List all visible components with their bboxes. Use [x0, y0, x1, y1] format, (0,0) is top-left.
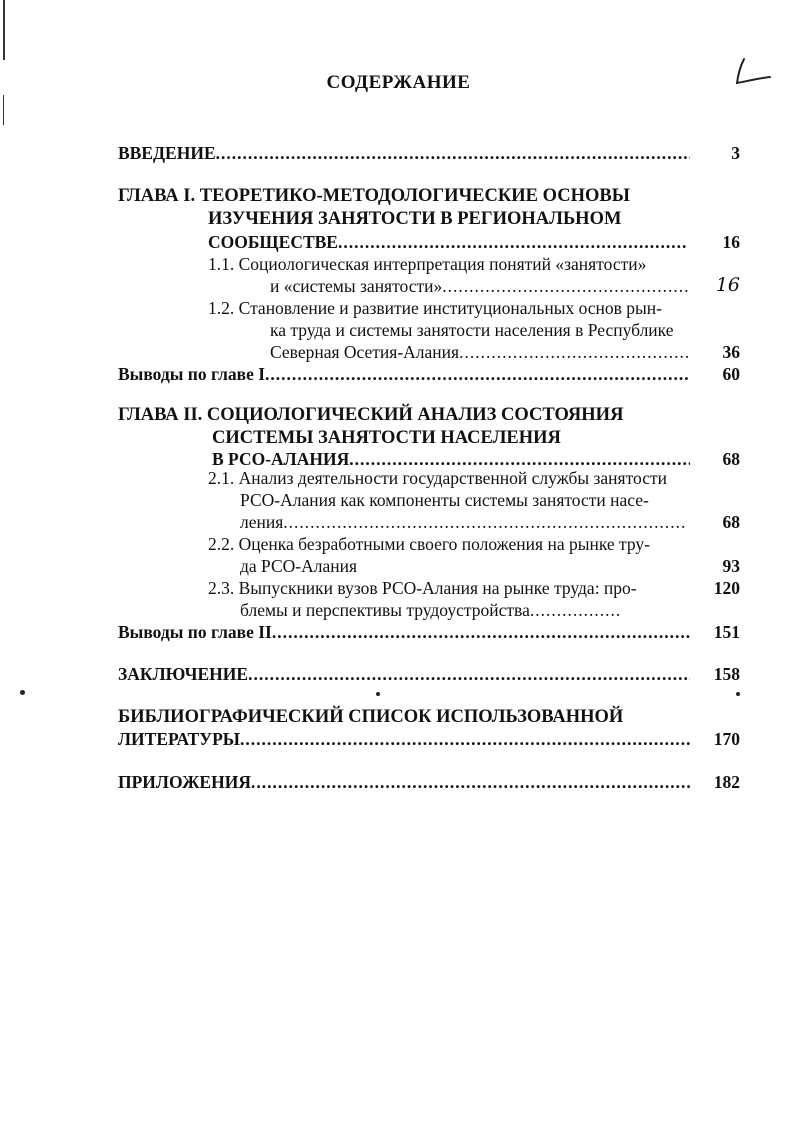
toc-page-number: 68: [722, 449, 740, 469]
page-title: СОДЕРЖАНИЕ: [326, 72, 471, 93]
section-2-1-line2: РСО-Алания как компоненты системы занятости насе-: [240, 490, 649, 510]
scan-dot: [736, 692, 740, 696]
leader-dots: [248, 663, 690, 685]
section-2-1-line3: [240, 511, 686, 533]
leader-dots: [338, 231, 688, 253]
leader-dots: [240, 728, 690, 750]
toc-entry-conclusions-2: [118, 621, 690, 643]
toc-entry-bibliography-line2: [118, 728, 690, 750]
toc-page-number: 158: [713, 664, 740, 684]
toc-page-number: 68: [722, 512, 740, 532]
section-2-2-line1: 2.2. Оценка безработными своего положения на рынке тру-: [208, 534, 651, 554]
section-1-2-line3: [270, 341, 688, 363]
toc-entry-conclusion: [118, 663, 690, 685]
toc-page-number: 16: [722, 232, 740, 252]
toc-page-number: 16: [715, 274, 740, 296]
toc-entry-intro: [118, 142, 690, 164]
chapter-2-heading-line2: СИСТЕМЫ ЗАНЯТОСТИ НАСЕЛЕНИЯ: [212, 428, 561, 448]
scan-edge-mark: [3, 0, 5, 60]
section-1-1-line2: [270, 275, 688, 297]
toc-entry-label: Северная Осетия-Алания: [270, 342, 460, 362]
section-1-1-line1: 1.1. Социологическая интерпретация понятий «занятости»: [208, 254, 647, 274]
scan-edge-mark: [3, 95, 4, 125]
section-2-2-line2: да РСО-Алания: [240, 556, 358, 576]
toc-page-number: 151: [713, 622, 740, 642]
leader-dots: [272, 621, 690, 643]
chapter-1-heading-line2: ИЗУЧЕНИЯ ЗАНЯТОСТИ В РЕГИОНАЛЬНОМ: [208, 209, 622, 229]
leader-dots: [216, 142, 690, 164]
section-2-3-line2: [240, 599, 620, 621]
toc-page-number: 93: [722, 556, 740, 576]
toc-page-number: 36: [722, 342, 740, 362]
toc-entry-conclusions-1: [118, 363, 690, 385]
toc-entry-label: СООБЩЕСТВЕ: [208, 232, 338, 252]
chapter-1-heading-line3: [208, 231, 688, 253]
toc-entry-label: ления: [240, 512, 284, 532]
toc-entry-label: и «системы занятости»: [270, 276, 443, 296]
toc-page-number: 170: [713, 729, 740, 749]
section-1-2-line1: 1.2. Становление и развитие институциональных основ рын-: [208, 298, 662, 318]
toc-entry-label: блемы и перспективы трудоустройства: [240, 600, 530, 620]
toc-page-number: 60: [722, 364, 740, 384]
toc-entry-bibliography: БИБЛИОГРАФИЧЕСКИЙ СПИСОК ИСПОЛЬЗОВАННОЙ: [118, 707, 624, 727]
leader-dots: [283, 511, 686, 533]
toc-entry-label: Выводы по главе II: [118, 622, 272, 642]
leader-dots: [265, 363, 690, 385]
toc-entry-label: ЛИТЕРАТУРЫ: [118, 729, 240, 749]
toc-entry-label: Выводы по главе I: [118, 364, 266, 384]
leader-dots: [251, 771, 690, 793]
scan-dot: [376, 692, 380, 696]
toc-entry-label: В РСО-АЛАНИЯ: [212, 449, 350, 469]
toc-page-number: 120: [713, 578, 740, 598]
toc-entry-label: ВВЕДЕНИЕ: [118, 143, 216, 163]
toc-entry-label: ЗАКЛЮЧЕНИЕ: [118, 664, 249, 684]
leader-dots: [459, 341, 688, 363]
toc-page-number: 3: [731, 143, 740, 163]
chapter-1-heading: ГЛАВА I. ТЕОРЕТИКО-МЕТОДОЛОГИЧЕСКИЕ ОСНОВЫ: [118, 186, 630, 206]
section-1-2-line2: ка труда и системы занятости населения в Республике: [270, 320, 674, 340]
leader-dots: [442, 275, 688, 297]
scan-dot: [20, 690, 25, 695]
toc-entry-appendix: [118, 771, 690, 793]
section-2-1-line1: 2.1. Анализ деятельности государственной службы занятости: [208, 468, 667, 488]
toc-page-number: 182: [713, 772, 740, 792]
leader-dots: [530, 599, 620, 621]
section-2-3-line1: 2.3. Выпускники вузов РСО-Алания на рынке труда: про-: [208, 578, 637, 598]
chapter-2-heading: ГЛАВА II. СОЦИОЛОГИЧЕСКИЙ АНАЛИЗ СОСТОЯНИЯ: [118, 405, 624, 425]
toc-entry-label: ПРИЛОЖЕНИЯ: [118, 772, 251, 792]
